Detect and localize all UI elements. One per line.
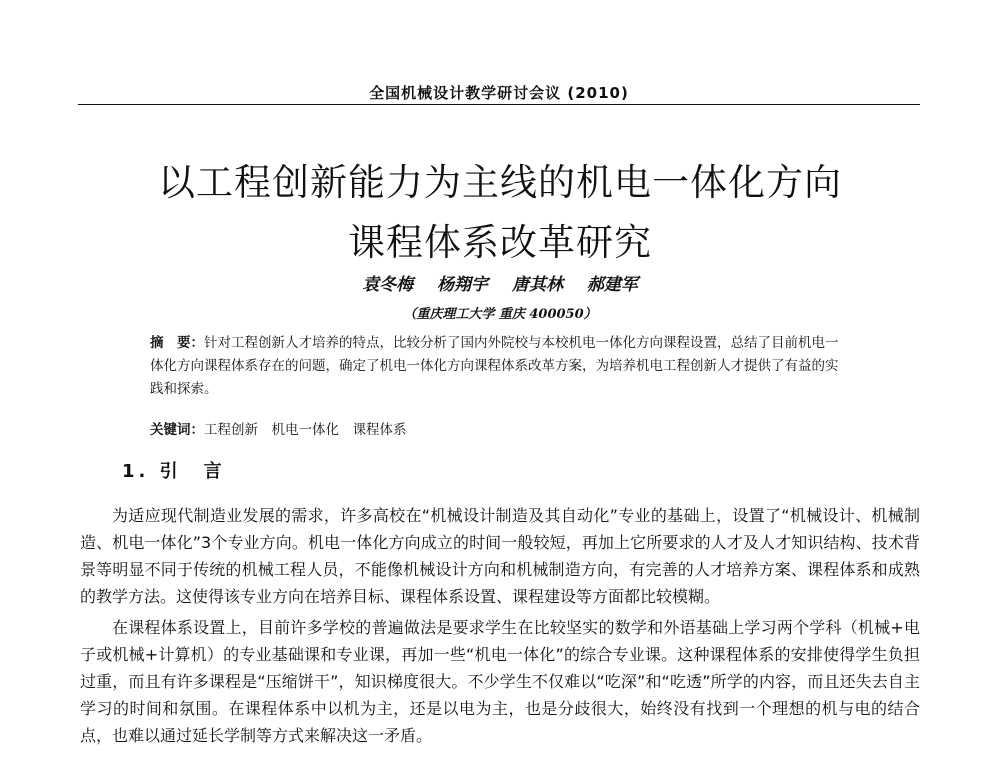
section-heading: 1. 引 言: [122, 461, 226, 482]
paragraph: 在课程体系设置上，目前许多学校的普遍做法是要求学生在比较坚实的数学和外语基础上学习两个学科（机械+电子或机械+计算机）的专业基础课和专业课，再加一些“机电一体化”的综合专业课。这种课程体系的安排使得学生负担过重，而且有许多课程是“压缩饼干”，知识梯度很大。不少学生不仅难以“吃深”和“吃透”所学的内容，而且还失去自主学习的时间和氛围。在课程体系中以机为主，还是以电为主，也是分歧很大，始终没有找到一个理想的机与电的结合点，也难以通过延长学制等方式来解决这一矛盾。: [80, 618, 920, 745]
abstract-text: 针对工程创新人才培养的特点，比较分析了国内外院校与本校机电一体化方向课程设置，总结了目前机电一体化方向课程体系存在的问题，确定了机电一体化方向课程体系改革方案，为培养机电工程创新人才提供了有益的实践和探索。: [150, 335, 839, 397]
author-list: 袁冬梅 杨翔宇 唐其林 郝建军: [362, 275, 638, 295]
header-rule: [78, 104, 920, 105]
abstract: [150, 332, 850, 401]
paper-title-line-2: 课程体系改革研究: [348, 221, 652, 264]
paper-title-line-1: 以工程创新能力为主线的机电一体化方向: [158, 161, 842, 204]
keywords-text: 工程创新 机电一体化 课程体系: [204, 422, 407, 438]
running-header: 全国机械设计教学研讨会议 (2010): [369, 84, 629, 102]
affiliation: （重庆理工大学 重庆 400050）: [403, 307, 597, 322]
paragraph: 为适应现代制造业发展的需求，许多高校在“机械设计制造及其自动化”专业的基础上，设置了“机械设计、机械制造、机电一体化”3个专业方向。机电一体化方向成立的时间一般较短，再加上它所要求的人才及人才知识结构、技术背景等明显不同于传统的机械工程人员，不能像机械设计方向和机械制造方向，有完善的人才培养方案、课程体系和成熟的教学方法。这使得该专业方向在培养目标、课程体系设置、课程建设等方面都比较模糊。: [80, 506, 920, 606]
keywords: [150, 418, 850, 438]
abstract-label: 摘 要：: [150, 335, 204, 351]
body-text: [80, 502, 920, 749]
keywords-label: 关键词：: [150, 422, 204, 438]
